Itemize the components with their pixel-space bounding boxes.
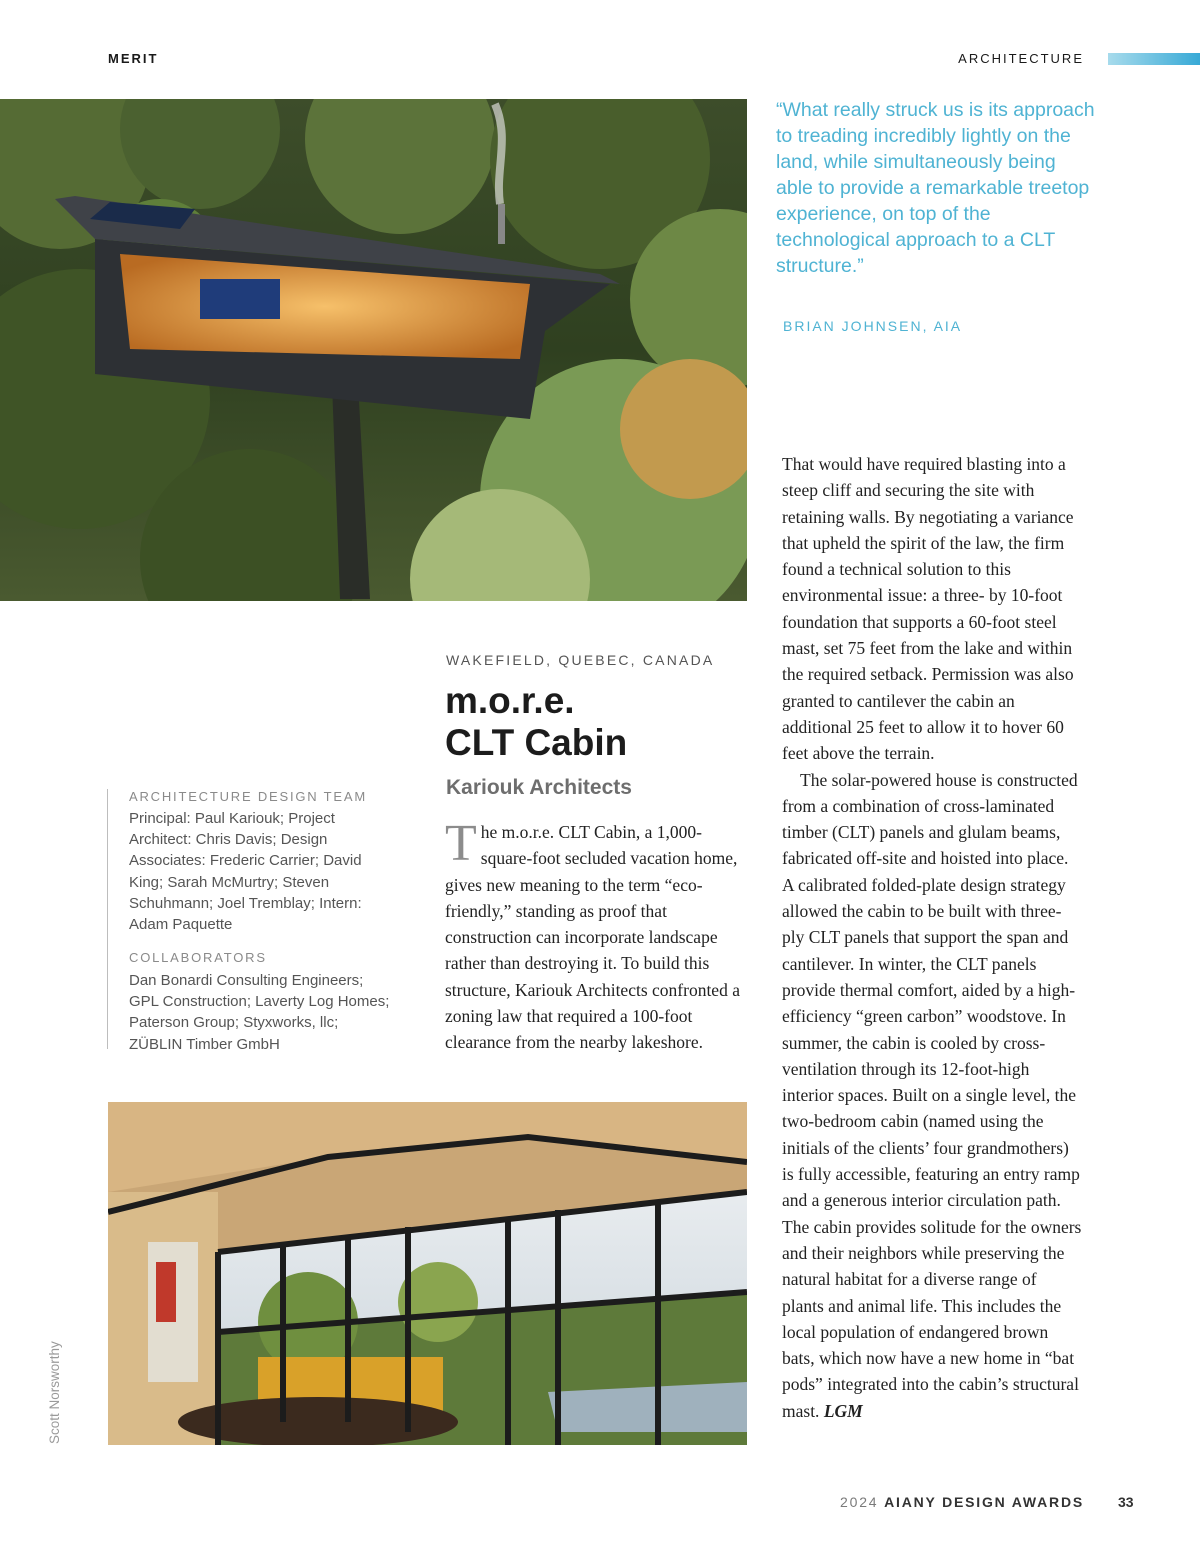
interior-photo [108, 1102, 747, 1445]
page-number: 33 [1118, 1494, 1134, 1510]
article-intro [445, 815, 745, 1056]
collaborators-text: Dan Bonardi Consulting Engineers; GPL Construction; Laverty Log Homes; Paterson Group; Styxworks, llc; ZÜBLIN Timber GmbH [129, 972, 390, 1053]
drop-cap: T [445, 815, 477, 872]
quote-attribution: BRIAN JOHNSEN, AIA [783, 318, 963, 334]
intro-text: he m.o.r.e. CLT Cabin, a 1,000-square-foot secluded vacation home, gives new meaning to the term “eco-friendly,” standing as proof that construction can incorporate landscape rather than destroying it. To build this structure, Kariouk Architects confronted a zoning law that required a 100-foot clearance from the nearby lakeshore. [445, 822, 740, 1053]
firm-name: Kariouk Architects [446, 776, 632, 799]
footer-publication: AIANY DESIGN AWARDS [884, 1494, 1084, 1510]
photo-credit: Scott Norsworthy [47, 1341, 62, 1444]
paragraph-text: The solar-powered house is constructed from a combination of cross-laminated timber (CLT) panels and glulam beams, fabricated off-site and hoisted into place. A calibrated folded-plate design strategy allowed the cabin to be built with three-ply CLT panels that support the span and cantilever. In winter, the CLT panels provide thermal comfort, aided by a high-efficiency “green carbon” woodstove. In summer, the cabin is cooled by cross-ventilation through its 12-foot-high interior spaces. Built on a single level, the two-bedroom cabin (named using the initials of the clients’ four grandmothers) is fully accessible, featuring an entry ramp and a generous interior circulation path. The cabin provides solitude for the owners and their neighbors while preserving the natural habitat for a diverse range of plants and animal life. This includes the local population of endangered brown bats, which now have a new home in “bat pods” integrated into the cabin’s structural mast. [782, 769, 1082, 1421]
footer-year: 2024 [840, 1494, 879, 1510]
accent-bar [1108, 53, 1200, 65]
team-heading: ARCHITECTURE DESIGN TEAM [129, 789, 367, 804]
publication-footer [840, 1494, 1084, 1510]
project-title [445, 680, 627, 764]
article-paragraph-final [782, 767, 1082, 1424]
exterior-photo [0, 99, 747, 601]
pull-quote: “What really struck us is its approach to treading incredibly lightly on the land, while simultaneously being able to provide a remarkable treetop experience, on top of the technological approach to a CLT structure.” [776, 99, 1095, 277]
title-line-1: m.o.r.e. [445, 680, 575, 721]
credits-block [107, 789, 393, 1053]
section-label: MERIT [108, 51, 159, 66]
project-location: WAKEFIELD, QUEBEC, CANADA [446, 652, 715, 668]
title-line-2: CLT Cabin [445, 722, 628, 763]
collaborators-heading: COLLABORATORS [129, 950, 267, 965]
article-paragraph: That would have required blasting into a steep cliff and securing the site with retaining walls. By negotiating a variance that upheld the spirit of the law, the firm found a technical solution to this environmental issue: a three- by 10-foot foundation that supports a 60-foot steel mast, set 75 feet from the lake and within the required setback. Permission was also granted to cantilever the cabin an additional 25 feet to allow it to hover 60 feet above the terrain. [782, 454, 1074, 764]
article-continuation [782, 451, 1082, 1424]
category-label: ARCHITECTURE [958, 51, 1084, 66]
team-text: Principal: Paul Kariouk; Project Architect: Chris Davis; Design Associates: Frederic Carrier; David King; Sarah McMurtry; Steven Schuhmann; Joel Tremblay; Intern: Adam Paquette [129, 810, 362, 934]
author-signature: LGM [823, 1400, 863, 1421]
